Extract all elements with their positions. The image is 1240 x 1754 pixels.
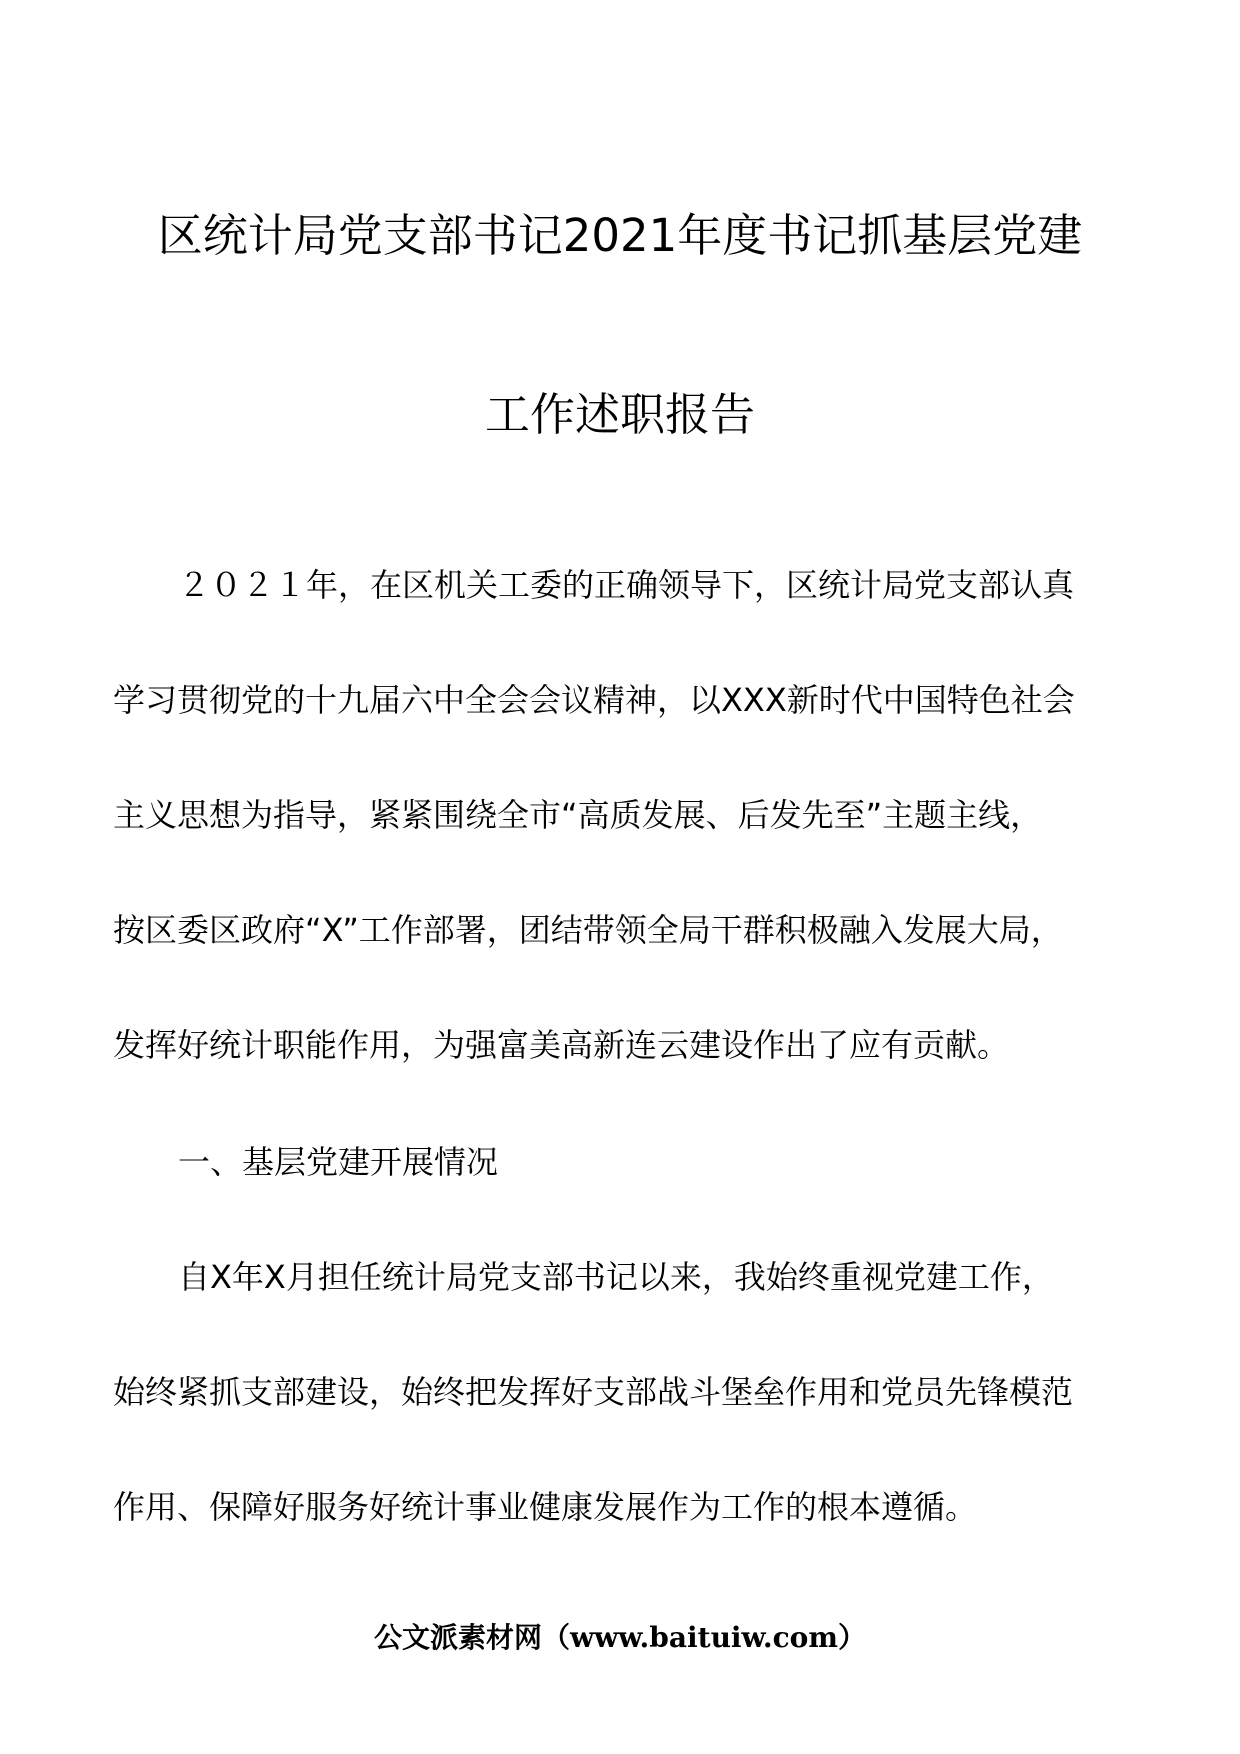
paragraph-1-line-4: 按区委区政府“X”工作部署，团结带领全局干群积极融入发展大局， — [113, 911, 1063, 949]
footer-watermark: 公文派素材网（www.baituiw.com） — [374, 1621, 866, 1654]
document-title-line-1: 区统计局党支部书记2021年度书记抓基层党建 — [157, 209, 1083, 262]
paragraph-2-line-2: 始终紧抓支部建设，始终把发挥好支部战斗堡垒作用和党员先锋模范 — [113, 1373, 1074, 1411]
paragraph-2-line-3: 作用、保障好服务好统计事业健康发展作为工作的根本遵循。 — [113, 1488, 978, 1526]
paragraph-2-line-1: 自X年X月担任统计局党支部书记以来，我始终重视党建工作， — [178, 1258, 1054, 1296]
document-title-line-2: 工作述职报告 — [484, 388, 755, 441]
paragraph-1-line-2: 学习贯彻党的十九届六中全会会议精神，以XXX新时代中国特色社会 — [113, 681, 1075, 719]
paragraph-1-line-1: ２０２１年，在区机关工委的正确领导下，区统计局党支部认真 — [178, 566, 1075, 604]
section-heading: 一、基层党建开展情况 — [178, 1143, 499, 1181]
paragraph-1-line-5: 发挥好统计职能作用，为强富美高新连云建设作出了应有贡献。 — [113, 1026, 1010, 1064]
paragraph-1-line-3: 主义思想为指导，紧紧围绕全市“高质发展、后发先至”主题主线， — [113, 796, 1043, 834]
